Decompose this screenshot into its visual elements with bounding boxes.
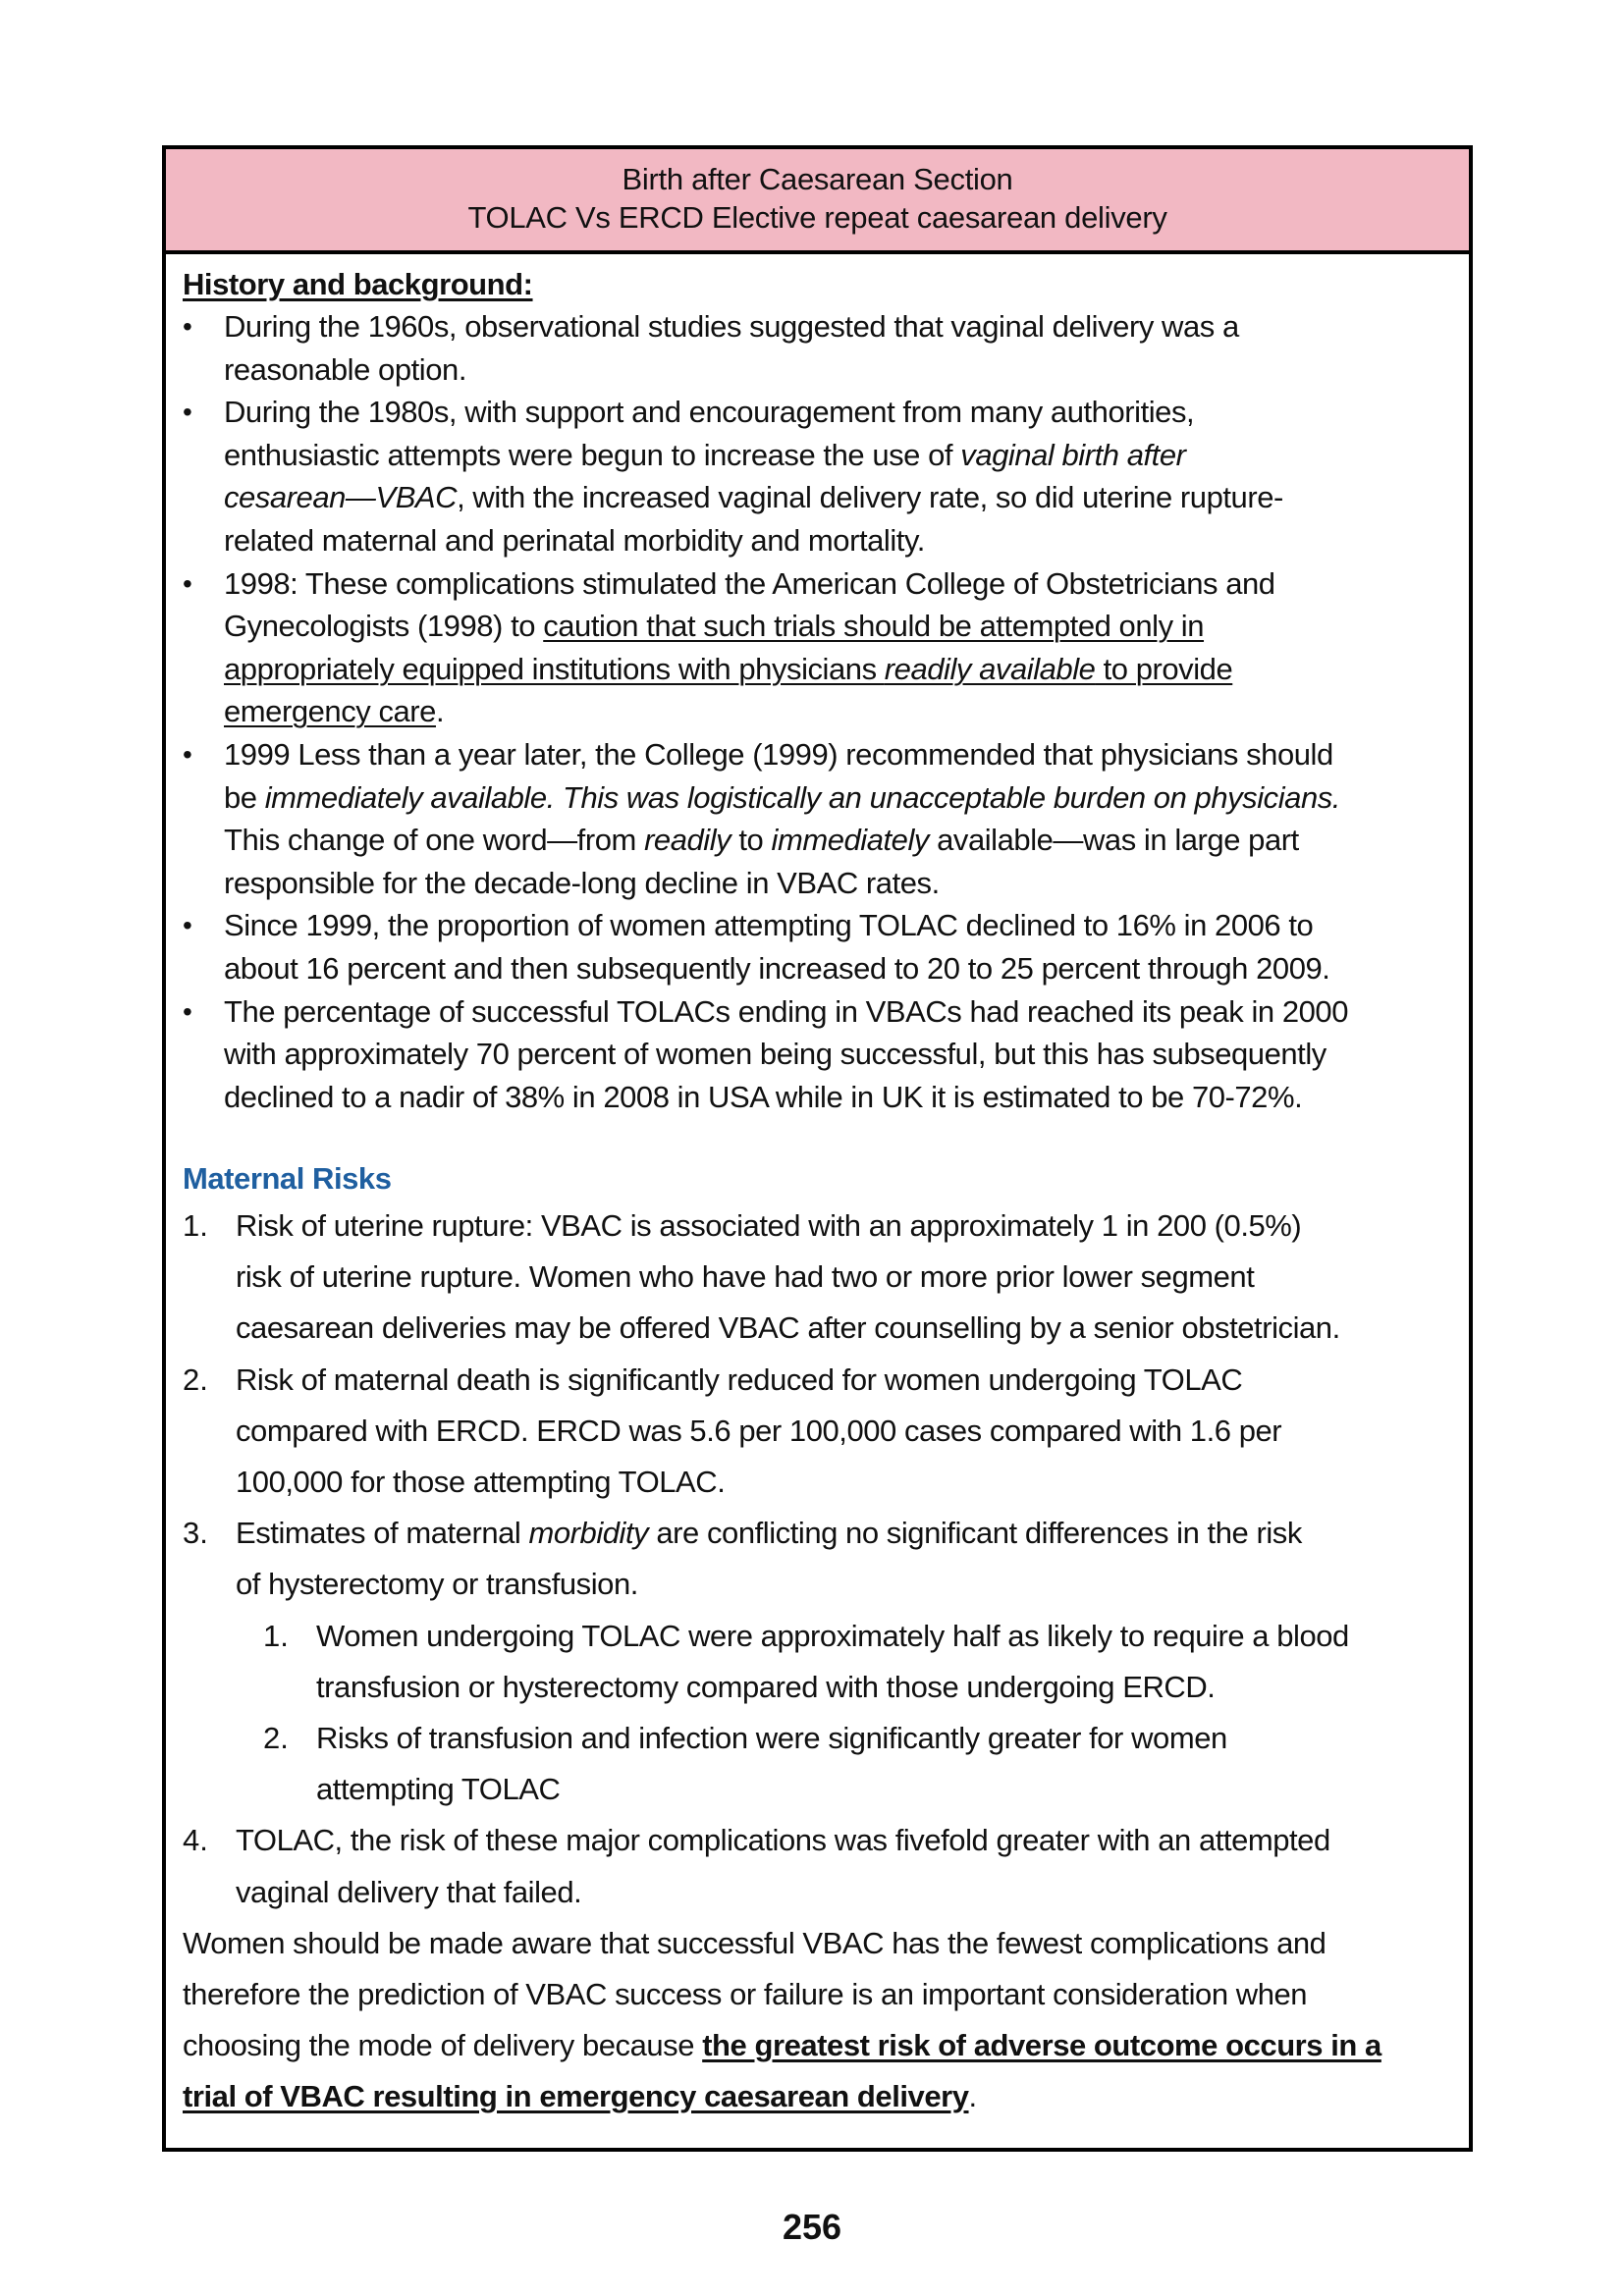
text-run: cesarean—VBAC bbox=[224, 480, 458, 514]
text-run: The percentage of successful TOLACs ending in VBACs had reached its peak in 2000 bbox=[224, 994, 1349, 1029]
text-run: choosing the mode of delivery because bbox=[183, 2028, 703, 2062]
text-run: morbidity bbox=[528, 1516, 649, 1550]
bullet-icon: • bbox=[183, 568, 192, 599]
bullet-icon: • bbox=[183, 910, 192, 940]
conclusion-line bbox=[183, 2077, 977, 2116]
text-run: attempting TOLAC bbox=[316, 1772, 561, 1806]
list-item-line bbox=[236, 1463, 725, 1502]
text-run: trial of VBAC resulting in emergency caesarean delivery bbox=[183, 2079, 969, 2113]
list-number: 2. bbox=[183, 1362, 208, 1397]
list-number: 2. bbox=[263, 1721, 289, 1755]
text-run: to bbox=[731, 823, 772, 857]
page-number: 256 bbox=[782, 2207, 842, 2247]
conclusion-line bbox=[183, 1924, 1326, 1963]
list-item-line bbox=[236, 1257, 1254, 1297]
text-run: 1999 Less than a year later, the College (1999) recommended that physicians should bbox=[224, 737, 1333, 772]
text-run: Since 1999, the proportion of women attempting TOLAC declined to 16% in 2006 to bbox=[224, 908, 1314, 942]
list-item-line bbox=[236, 1361, 1242, 1400]
bullet-icon: • bbox=[183, 739, 192, 770]
list-item-line bbox=[236, 1308, 1340, 1348]
list-item-line bbox=[236, 1821, 1330, 1860]
text-run: This change of one word—from bbox=[224, 823, 645, 857]
text-run: declined to a nadir of 38% in 2008 in USA while in UK it is estimated to be 70-72%. bbox=[224, 1080, 1303, 1114]
text-run: immediately bbox=[771, 823, 929, 857]
text-run: During the 1960s, observational studies suggested that vaginal delivery was a bbox=[224, 309, 1239, 344]
bullet-line bbox=[224, 607, 1204, 646]
text-run: , with the increased vaginal delivery rate, so did uterine rupture- bbox=[457, 480, 1283, 514]
bullet-icon: • bbox=[183, 397, 192, 427]
bullet-line bbox=[224, 821, 1299, 860]
text-run: readily bbox=[644, 823, 731, 857]
text-run: enthusiastic attempts were begun to increase the use of bbox=[224, 438, 961, 472]
text-run: compared with ERCD. ERCD was 5.6 per 100,000 cases compared with 1.6 per bbox=[236, 1414, 1282, 1448]
text-run: Risk of uterine rupture: VBAC is associated with an approximately 1 in 200 (0.5%) bbox=[236, 1208, 1302, 1243]
bullet-line bbox=[224, 1035, 1326, 1074]
history-heading: History and background: bbox=[183, 267, 533, 301]
text-run: TOLAC, the risk of these major complications was fivefold greater with an attempted bbox=[236, 1823, 1330, 1857]
bullet-line bbox=[224, 735, 1333, 774]
bullet-line bbox=[224, 436, 1186, 475]
bullet-icon: • bbox=[183, 996, 192, 1027]
bullet-line bbox=[224, 521, 925, 561]
list-number: 1. bbox=[183, 1208, 208, 1243]
text-run: available—was in large part bbox=[928, 823, 1299, 857]
text-run: caution that such trials should be attempted only in bbox=[543, 609, 1205, 643]
list-item-line bbox=[236, 1412, 1281, 1451]
text-run: Estimates of maternal bbox=[236, 1516, 529, 1550]
bullet-line bbox=[224, 564, 1275, 604]
text-run: therefore the prediction of VBAC success or failure is an important consideration when bbox=[183, 1977, 1308, 2011]
text-run: During the 1980s, with support and encouragement from many authorities, bbox=[224, 395, 1195, 429]
text-run: . bbox=[435, 694, 445, 728]
bullet-line bbox=[224, 949, 1329, 988]
conclusion-line bbox=[183, 1975, 1307, 2014]
text-run: caesarean deliveries may be offered VBAC after counselling by a senior obstetrician. bbox=[236, 1310, 1340, 1345]
text-run: the greatest risk of adverse outcome occurs in a bbox=[702, 2028, 1381, 2062]
bullet-line bbox=[224, 1078, 1302, 1117]
list-item-line bbox=[316, 1770, 560, 1809]
bullet-line bbox=[224, 307, 1239, 347]
list-number: 4. bbox=[183, 1823, 208, 1857]
list-item-line bbox=[236, 1873, 581, 1912]
text-run: immediately available. This was logistically an unacceptable burden on physicians. bbox=[264, 780, 1340, 815]
list-item-line bbox=[316, 1719, 1227, 1758]
text-run: readily available bbox=[884, 652, 1096, 686]
conclusion-line bbox=[183, 2026, 1381, 2065]
bullet-line bbox=[224, 478, 1283, 517]
list-number: 3. bbox=[183, 1516, 208, 1550]
text-run: Risk of maternal death is significantly reduced for women undergoing TOLAC bbox=[236, 1362, 1243, 1397]
text-run: risk of uterine rupture. Women who have had two or more prior lower segment bbox=[236, 1259, 1255, 1294]
list-item-line bbox=[236, 1514, 1302, 1553]
text-run: 100,000 for those attempting TOLAC. bbox=[236, 1465, 726, 1499]
bullet-line bbox=[224, 906, 1313, 945]
bullet-icon: • bbox=[183, 311, 192, 342]
page-title: Birth after Caesarean Section bbox=[622, 162, 1013, 196]
page-subtitle: TOLAC Vs ERCD Elective repeat caesarean delivery bbox=[467, 200, 1167, 235]
text-run: Women should be made aware that successful VBAC has the fewest complications and bbox=[183, 1926, 1326, 1960]
text-run: are conflicting no significant differences in the risk bbox=[648, 1516, 1302, 1550]
text-run: vaginal birth after bbox=[960, 438, 1186, 472]
bullet-line bbox=[224, 864, 940, 903]
text-run: about 16 percent and then subsequently increased to 20 to 25 percent through 2009. bbox=[224, 951, 1330, 986]
text-run: Risks of transfusion and infection were significantly greater for women bbox=[316, 1721, 1227, 1755]
text-run: of hysterectomy or transfusion. bbox=[236, 1567, 638, 1601]
list-item-line bbox=[236, 1565, 638, 1604]
bullet-line bbox=[224, 692, 444, 731]
text-run: Women undergoing TOLAC were approximately half as likely to require a blood bbox=[316, 1619, 1349, 1653]
text-run: transfusion or hysterectomy compared with those undergoing ERCD. bbox=[316, 1670, 1216, 1704]
text-run: reasonable option. bbox=[224, 352, 466, 387]
text-run: emergency care bbox=[224, 694, 436, 728]
text-run: to provide bbox=[1095, 652, 1233, 686]
bullet-line bbox=[224, 350, 466, 390]
text-run: responsible for the decade-long decline in VBAC rates. bbox=[224, 866, 940, 900]
bullet-line bbox=[224, 393, 1194, 432]
text-run: 1998: These complications stimulated the American College of Obstetricians and bbox=[224, 566, 1275, 601]
text-run: be bbox=[224, 780, 265, 815]
list-item-line bbox=[316, 1668, 1215, 1707]
text-run: . bbox=[968, 2079, 977, 2113]
list-number: 1. bbox=[263, 1619, 289, 1653]
bullet-line bbox=[224, 778, 1340, 818]
text-run: vaginal delivery that failed. bbox=[236, 1875, 582, 1909]
title-header bbox=[166, 149, 1469, 254]
list-item-line bbox=[236, 1206, 1301, 1246]
text-run: related maternal and perinatal morbidity and mortality. bbox=[224, 523, 925, 558]
bullet-line bbox=[224, 650, 1232, 689]
maternal-risks-heading: Maternal Risks bbox=[183, 1161, 392, 1196]
list-item-line bbox=[316, 1617, 1349, 1656]
text-run: with approximately 70 percent of women being successful, but this has subsequently bbox=[224, 1037, 1326, 1071]
text-run: Gynecologists (1998) to bbox=[224, 609, 544, 643]
text-run: appropriately equipped institutions with physicians bbox=[224, 652, 885, 686]
bullet-line bbox=[224, 992, 1348, 1032]
